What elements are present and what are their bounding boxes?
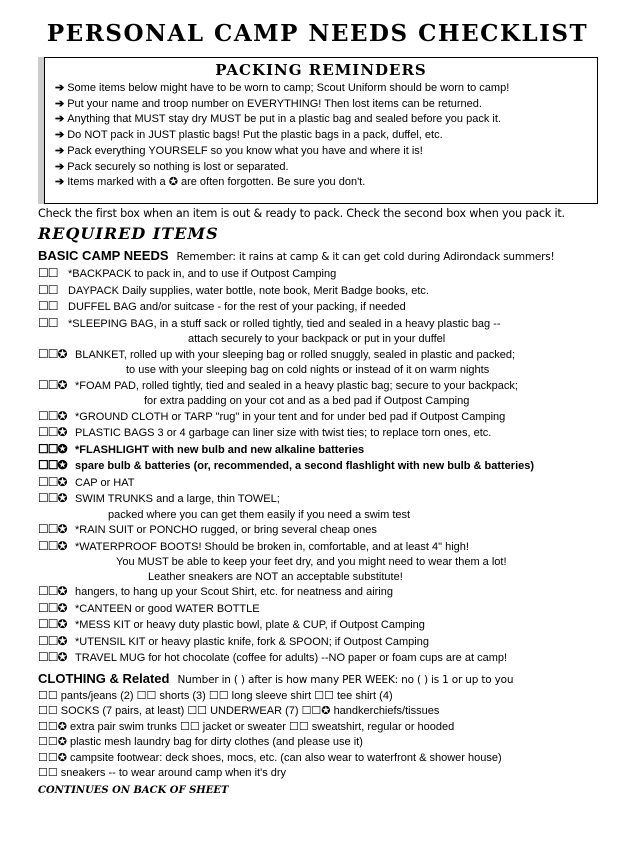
list-item-continuation: attach securely to your backpack or put in your duffel: [188, 333, 446, 345]
basic-camp-needs-heading: BASIC CAMP NEEDS Remember: it rains at camp & it can get cold during Adirondack summers!: [38, 248, 555, 263]
checkbox-pair[interactable]: ☐☐✪: [38, 441, 67, 456]
checkbox-pair[interactable]: ☐☐✪: [38, 425, 67, 439]
list-item: ☐☐✪ *WATERPROOF BOOTS! Should be broken in, comfortable, and at least 4" high!: [38, 538, 469, 553]
arrow-icon: ➔: [55, 129, 65, 142]
checkbox-pair[interactable]: ☐☐✪: [38, 474, 67, 489]
list-item: ☐☐✪ hangers, to hang up your Scout Shirt, etc. for neatness and airing: [38, 584, 393, 598]
list-item: ☐☐ *BACKPACK to pack in, and to use if Outpost Camping: [38, 266, 337, 280]
checkbox-pair[interactable]: ☐☐: [38, 299, 58, 313]
list-item-continuation: to use with your sleeping bag on cold nights or instead of it on warm nights: [126, 364, 490, 376]
list-item: ☐☐✪ *CANTEEN or good WATER BOTTLE: [38, 600, 260, 615]
checkbox-pair[interactable]: ☐☐✪: [38, 377, 67, 392]
checkbox-pair[interactable]: ☐☐: [38, 266, 58, 280]
checkbox-pair[interactable]: ☐☐✪: [38, 491, 67, 505]
list-item: ☐☐ *SLEEPING BAG, in a stuff sack or rolled tightly, tied and sealed in a heavy plastic bag --: [38, 315, 501, 330]
list-item: ☐☐✪ extra pair swim trunks ☐☐ jacket or sweater ☐☐ sweatshirt, regular or hooded: [38, 720, 455, 733]
reminder-item: ➔ Put your name and troop number on EVERYTHING! Then lost items can be returned.: [55, 97, 482, 110]
list-item: ☐☐✪ *MESS KIT or heavy duty plastic bowl, plate & CUP, if Outpost Camping: [38, 617, 425, 631]
checkbox-pair[interactable]: ☐☐✪: [38, 584, 67, 598]
checkbox-pair[interactable]: ☐☐✪: [38, 458, 67, 472]
checkbox-pair[interactable]: ☐☐✪: [38, 633, 67, 648]
continues-note: CONTINUES ON BACK OF SHEET: [38, 785, 229, 796]
clothing-heading: CLOTHING & Related Number in ( ) after is how many PER WEEK: no ( ) is 1 or up to you: [38, 670, 514, 686]
arrow-icon: ➔: [55, 160, 65, 173]
list-item: ☐☐✪ PLASTIC BAGS 3 or 4 garbage can liner size with twist ties; to replace torn ones, etc.: [38, 425, 492, 439]
list-item: ☐☐✪ BLANKET, rolled up with your sleeping bag or rolled snuggly, sealed in plastic and packed;: [38, 346, 516, 361]
checkbox-pair[interactable]: ☐☐✪: [38, 617, 67, 631]
checkbox-pair[interactable]: ☐☐✪: [38, 600, 67, 615]
arrow-icon: ➔: [55, 97, 65, 110]
list-item: ☐☐✪ plastic mesh laundry bag for dirty clothes (and please use it): [38, 736, 363, 748]
list-item: ☐☐ SOCKS (7 pairs, at least) ☐☐ UNDERWEAR (7) ☐☐✪ handkerchiefs/tissues: [38, 705, 440, 717]
arrow-icon: ➔: [55, 82, 65, 94]
arrow-icon: ➔: [55, 113, 65, 126]
list-item: ☐☐✪ *GROUND CLOTH or TARP "rug" in your tent and for under bed pad if Outpost Camping: [38, 408, 506, 423]
checklist: [38, 246, 598, 782]
list-item: ☐☐ DAYPACK Daily supplies, water bottle, note book, Merit Badge books, etc.: [38, 282, 429, 297]
packing-reminders-box: [44, 57, 598, 204]
list-item: ☐☐ pants/jeans (2) ☐☐ shorts (3) ☐☐ long sleeve shirt ☐☐ tee shirt (4): [38, 689, 393, 702]
list-item: ☐☐✪ TRAVEL MUG for hot chocolate (coffee for adults) --NO paper or foam cups are at camp!: [38, 650, 508, 664]
list-item: ☐☐ DUFFEL BAG and/or suitcase - for the rest of your packing, if needed: [38, 299, 406, 313]
clothing-note: Number in ( ) after is how many PER WEEK: no ( ) is 1 or up to you: [177, 673, 514, 686]
list-item-continuation: Leather sneakers are NOT an acceptable substitute!: [148, 570, 403, 583]
reminders-title: PACKING REMINDERS: [215, 61, 427, 79]
list-item: ☐☐✪ campsite footwear: deck shoes, mocs, etc. (can also wear to waterfront & shower house): [38, 751, 502, 764]
checkbox-pair[interactable]: ☐☐✪: [38, 346, 67, 361]
list-item-continuation: packed where you can get them easily if you need a swim test: [108, 508, 411, 521]
required-items-heading: REQUIRED ITEMS: [38, 224, 219, 243]
list-item: ☐☐✪ spare bulb & batteries (or, recommended, a second flashlight with new bulb & batteries): [38, 458, 535, 472]
basic-note: Remember: it rains at camp & it can get cold during Adirondack summers!: [176, 251, 555, 263]
list-item: ☐☐ sneakers -- to wear around camp when it's dry: [38, 767, 287, 779]
checkbox-pair[interactable]: ☐☐: [38, 315, 58, 330]
list-item-continuation: for extra padding on your cot and as a bed pad if Outpost Camping: [144, 395, 470, 407]
reminder-item: ➔ Some items below might have to be worn to camp; Scout Uniform should be worn to camp!: [55, 82, 510, 94]
reminder-item: ➔ Anything that MUST stay dry MUST be put in a plastic bag and sealed before you pack it.: [55, 113, 501, 126]
checkbox-pair[interactable]: ☐☐✪: [38, 408, 67, 423]
check-instructions: Check the first box when an item is out & ready to pack. Check the second box when you pack it.: [38, 207, 565, 220]
list-item: ☐☐✪ CAP or HAT: [38, 474, 135, 489]
checkbox-pair[interactable]: ☐☐✪: [38, 538, 67, 553]
reminder-item: ➔ Pack everything YOURSELF so you know what you have and where it is!: [55, 144, 423, 157]
checkbox-pair[interactable]: ☐☐✪: [38, 650, 67, 664]
list-item: ☐☐✪ *RAIN SUIT or PONCHO rugged, or bring several cheap ones: [38, 522, 377, 536]
checkbox-pair[interactable]: ☐☐✪: [38, 522, 67, 536]
list-item: ☐☐✪ SWIM TRUNKS and a large, thin TOWEL;: [38, 491, 280, 505]
reminder-item: ➔ Items marked with a ✪ are often forgotten. Be sure you don't.: [55, 176, 366, 189]
list-item: ☐☐✪ *UTENSIL KIT or heavy plastic knife, fork & SPOON; if Outpost Camping: [38, 633, 429, 648]
list-item-continuation: You MUST be able to keep your feet dry, and you might need to wear them a lot!: [116, 556, 507, 568]
list-item: ☐☐✪ *FOAM PAD, rolled tightly, tied and sealed in a heavy plastic bag; secure to your backpack;: [38, 377, 518, 392]
arrow-icon: ➔: [55, 144, 65, 157]
arrow-icon: ➔: [55, 176, 65, 189]
reminder-item: ➔ Do NOT pack in JUST plastic bags! Put the plastic bags in a pack, duffel, etc.: [55, 129, 443, 142]
page-title: PERSONAL CAMP NEEDS CHECKLIST: [46, 20, 589, 47]
list-item: ☐☐✪ *FLASHLIGHT with new bulb and new alkaline batteries: [38, 441, 365, 456]
reminder-item: ➔ Pack securely so nothing is lost or separated.: [55, 160, 289, 173]
checkbox-pair[interactable]: ☐☐: [38, 282, 58, 297]
